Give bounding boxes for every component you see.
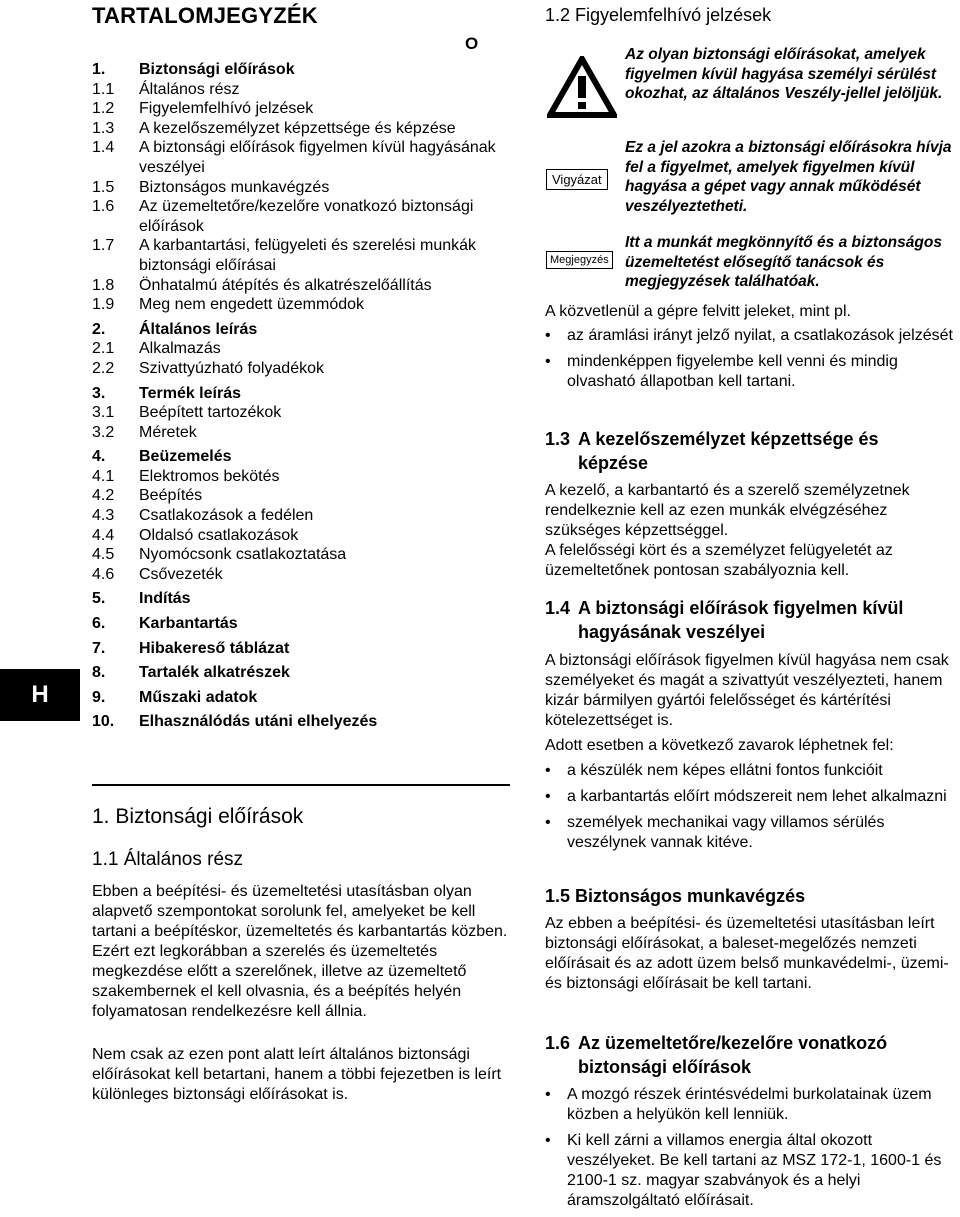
toc-entry-title: Karbantartás (139, 615, 238, 633)
toc-title: TARTALOMJEGYZÉK (92, 3, 318, 28)
toc-entry-number: 10. (92, 713, 115, 731)
toc-entry-number: 1.4 (92, 139, 115, 157)
toc-entry (92, 178, 508, 198)
toc-entry-number: 3. (92, 384, 106, 402)
list-item: • A mozgó részek érintésvédelmi burkolatainak üzem közben a helyükön kell lenniük. (545, 1085, 955, 1125)
toc-entry (92, 614, 508, 634)
toc-entry-number: 3.1 (92, 404, 115, 422)
section-1-4-paragraph-2: Adott esetben a következő zavarok léphetnek fel: (545, 737, 894, 754)
toc-entry-title: Elektromos bekötés (139, 467, 280, 485)
note-text: Itt a munkát megkönnyítő és a biztonságos üzemeltetést elősegítő tanácsok és megjegyzések találhatóak. (625, 234, 942, 290)
toc-entry-number: 6. (92, 615, 106, 633)
toc-entry (92, 712, 508, 732)
section-1-2-title: 1.2 Figyelemfelhívó jelzések (545, 5, 772, 25)
section-1-1-paragraph-2: Nem csak az ezen pont alatt leírt általános biztonsági előírásokat kell betartani, hanem a többi fejezetben is leírt különleges biztonsági előírásokat is. (92, 1046, 502, 1103)
toc-entry-title: Alkalmazás (139, 340, 221, 358)
toc-entry-title: Biztonságos munkavégzés (139, 178, 330, 196)
toc-entry-number: 2.1 (92, 340, 115, 358)
section-1-6-title: 1.6 Az üzemeltetőre/kezelőre vonatkozó biztonsági előírások (545, 1033, 888, 1077)
toc-entry-title: A kezelőszemélyzet képzettsége és képzése (139, 119, 456, 137)
toc-entry-title: Indítás (139, 590, 191, 608)
section-1-title: 1. Biztonsági előírások (92, 805, 304, 828)
toc-entry-number: 9. (92, 688, 106, 706)
toc-entry-number: 1.2 (92, 100, 115, 118)
section-1-2-list (545, 326, 955, 398)
toc-entry (92, 526, 508, 546)
toc-entry (92, 138, 508, 177)
list-item: • mindenképpen figyelembe kell venni és mindig olvasható állapotban kell tartani. (545, 352, 955, 392)
toc-entry (92, 486, 508, 506)
toc-entry-title: Figyelemfelhívó jelzések (139, 100, 314, 118)
toc-entry-title: Nyomócsonk csatlakoztatása (139, 546, 347, 564)
section-1-4-paragraph-1: A biztonsági előírások figyelmen kívül hagyása nem csak személyeket és magát a szivattyút veszélyezteti, hanem kizár bármilyen gyártói felelősséget és kártérítési kötelezettséget is. (545, 652, 949, 729)
toc-entry-title: Műszaki adatok (139, 688, 258, 706)
toc-entry-number: 1.6 (92, 198, 115, 216)
toc-entry-number: 1.8 (92, 276, 115, 294)
section-1-1-paragraph-1: Ebben a beépítési- és üzemeltetési utasításban olyan alapvető szempontokat sorolunk fel, amelyeket be kell tartani a beépítéskor, üzemeltetés és karbantartás közben. Ezért ezt legkorábban a szerelés és üzemeltetés megkezdése előtt a szerelőnek, illetve az üzemeltető szakembernek el kell olvasnia, és a beépítés helyén folyamatosan rendelkezésre kell állnia. (92, 883, 508, 1020)
list-item: • személyek mechanikai vagy villamos sérülés veszélynek vannak kitéve. (545, 813, 955, 853)
toc-entry-number: 8. (92, 664, 106, 682)
toc-entry (92, 295, 508, 315)
toc-entry-number: 1. (92, 61, 106, 78)
toc-entry-number: 5. (92, 590, 106, 608)
toc-entry (92, 119, 508, 139)
list-item: • a karbantartás előírt módszereit nem lehet alkalmazni (545, 787, 955, 807)
toc-entry-title: Csővezeték (139, 565, 223, 583)
toc-entry-title: Az üzemeltetőre/kezelőre vonatkozó biztonsági előírások (139, 198, 474, 235)
toc-entry-number: 2.2 (92, 359, 115, 377)
toc-entry-title: Beépítés (139, 487, 203, 505)
section-1-6-list (545, 1085, 955, 1217)
toc-entry-number: 4.3 (92, 507, 115, 525)
toc-entry-title: Szivattyúzható folyadékok (139, 359, 324, 377)
toc-entry (92, 80, 508, 100)
toc-entry-title: Biztonsági előírások (139, 61, 295, 78)
toc-entry (92, 359, 508, 379)
toc-entry-title: Tartalék alkatrészek (139, 664, 290, 682)
toc-entry (92, 236, 508, 275)
list-item: • a készülék nem képes ellátni fontos funkcióit (545, 761, 955, 781)
toc-entry-number: 1.9 (92, 296, 115, 314)
toc-entry (92, 384, 508, 404)
section-1-4-list (545, 761, 955, 859)
section-1-1-title: 1.1 Általános rész (92, 849, 244, 870)
toc-entry (92, 688, 508, 708)
toc-entry (92, 639, 508, 659)
toc-entry-title: Méretek (139, 423, 197, 441)
toc-entry (92, 276, 508, 296)
toc-entry (92, 506, 508, 526)
toc-entry (92, 320, 508, 340)
list-item: • Ki kell zárni a villamos energia által okozott veszélyeket. Be kell tartani az MSZ 172-1, 1600-1 és 2100-1 sz. magyar szabványok és a helyi áramszolgáltató előírásait. (545, 1131, 955, 1211)
toc-entry (92, 423, 508, 443)
section-1-3-title: 1.3 A kezelőszemélyzet képzettsége és képzése (545, 429, 879, 473)
toc-entry-title: Önhatalmú átépítés és alkatrészelőállítás (139, 276, 432, 294)
toc-entry-title: A karbantartási, felügyeleti és szerelési munkák biztonsági előírásai (139, 237, 477, 274)
toc-entry-title: Meg nem engedett üzemmódok (139, 296, 365, 314)
toc-entry-number: 7. (92, 639, 106, 657)
section-1-3-paragraph-1: A kezelő, a karbantartó és a szerelő személyzetnek rendelkeznie kell az ezen munkák elvégzéséhez szükséges képzettséggel. (545, 482, 910, 539)
toc-entry-number: 1.5 (92, 178, 115, 196)
caution-badge: Vigyázat (546, 169, 608, 190)
toc-entry (92, 60, 508, 80)
toc-mark: O (465, 34, 479, 53)
toc-entry-title: Általános rész (139, 80, 240, 98)
toc-entry-number: 4.2 (92, 487, 115, 505)
section-divider (92, 784, 510, 786)
toc-entry (92, 197, 508, 236)
toc-entry (92, 339, 508, 359)
toc-entry-number: 1.7 (92, 237, 115, 255)
toc-entry-number: 3.2 (92, 423, 115, 441)
toc-entry (92, 99, 508, 119)
table-of-contents (92, 60, 508, 732)
toc-entry-number: 4. (92, 448, 106, 466)
toc-entry-title: Csatlakozások a fedélen (139, 507, 314, 525)
toc-entry-number: 4.6 (92, 565, 115, 583)
toc-entry-number: 2. (92, 320, 106, 338)
language-tab: H (0, 669, 80, 721)
section-1-2-intro: A közvetlenül a gépre felvitt jeleket, mint pl. (545, 303, 851, 320)
toc-entry-number: 4.5 (92, 546, 115, 564)
caution-note: Ez a jel azokra a biztonsági előírásokra hívja fel a figyelmet, amelyek figyelmen kívül hagyása a gépet vagy annak működését veszélyeztetheti. (625, 139, 952, 215)
toc-entry-title: Hibakereső táblázat (139, 639, 290, 657)
toc-entry-number: 1.3 (92, 119, 115, 137)
toc-entry-title: Oldalsó csatlakozások (139, 526, 299, 544)
toc-entry (92, 589, 508, 609)
toc-entry (92, 467, 508, 487)
section-1-5-title: 1.5 Biztonságos munkavégzés (545, 886, 806, 906)
toc-entry (92, 447, 508, 467)
section-1-3-paragraph-2: A felelősségi kört és a személyzet felügyeletét az üzemeltetőnek pontosan szabályoznia kell. (545, 542, 893, 579)
toc-entry-title: A biztonsági előírások figyelmen kívül hagyásának veszélyei (139, 139, 496, 176)
toc-entry-title: Elhasználódás utáni elhelyezés (139, 713, 378, 731)
danger-note: Az olyan biztonsági előírásokat, amelyek figyelmen kívül hagyása személyi sérülést okozhat, az általános Veszély-jellel jelöljük. (625, 46, 943, 102)
toc-entry (92, 663, 508, 683)
toc-entry-title: Termék leírás (139, 384, 241, 402)
toc-entry-number: 4.1 (92, 467, 115, 485)
toc-entry (92, 565, 508, 585)
list-item: • az áramlási irányt jelző nyilat, a csatlakozások jelzését (545, 326, 955, 346)
warning-triangle-icon (547, 56, 617, 118)
toc-entry-title: Általános leírás (139, 320, 258, 338)
toc-entry-title: Beüzemelés (139, 448, 232, 466)
toc-entry (92, 403, 508, 423)
toc-entry-number: 1.1 (92, 80, 115, 98)
section-1-4-title: 1.4 A biztonsági előírások figyelmen kívül hagyásának veszélyei (545, 598, 904, 642)
toc-entry (92, 545, 508, 565)
toc-entry-title: Beépített tartozékok (139, 404, 282, 422)
section-1-5-paragraph: Az ebben a beépítési- és üzemeltetési utasításban leírt biztonsági előírásokat, a baleset-megelőzés nemzeti előírásait és az adott üzem belső munkavédelmi-, üzemi- és biztonsági előírásait be kell tartani. (545, 915, 949, 992)
note-badge: Megjegyzés (546, 251, 613, 269)
toc-entry-number: 4.4 (92, 526, 115, 544)
